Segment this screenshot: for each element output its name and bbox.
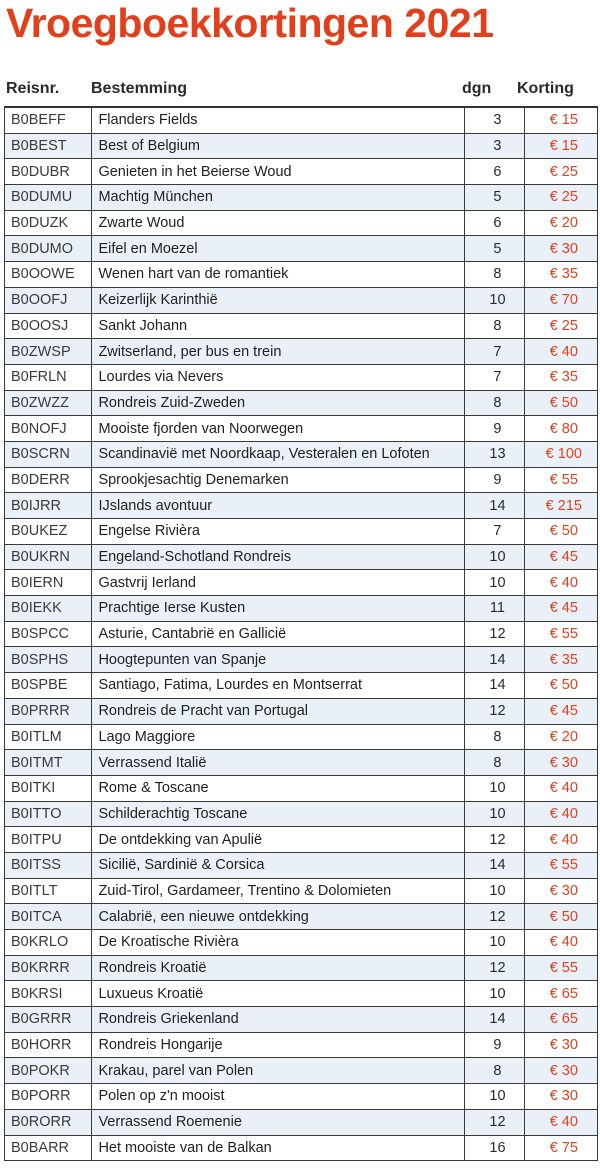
destination-cell: Best of Belgium [92,133,465,159]
discount-cell: € 25 [524,185,597,211]
trip-code-cell: B0DERR [5,467,92,493]
destination-cell: Zuid-Tirol, Gardameer, Trentino & Dolomieten [92,878,465,904]
destination-cell: Genieten in het Beierse Woud [92,159,465,185]
table-row [5,262,598,288]
days-cell: 10 [465,981,524,1007]
days-cell: 10 [465,287,524,313]
discount-cell: € 30 [524,236,597,262]
trip-code-cell: B0DUMO [5,236,92,262]
table-row [5,724,598,750]
trip-code-cell: B0DUMU [5,185,92,211]
discount-cell: € 215 [524,493,597,519]
trip-code-cell: B0BARR [5,1135,92,1161]
discount-cell: € 50 [524,673,597,699]
destination-cell: De Kroatische Rivièra [92,930,465,956]
table-row [5,185,598,211]
table-row [5,1032,598,1058]
days-cell: 10 [465,801,524,827]
trip-code-cell: B0SPCC [5,621,92,647]
days-cell: 9 [465,467,524,493]
discount-cell: € 15 [524,107,597,133]
days-cell: 8 [465,262,524,288]
destination-cell: Eifel en Moezel [92,236,465,262]
table-row [5,1084,598,1110]
table-row [5,390,598,416]
discount-table [4,106,598,1161]
trip-code-cell: B0ZWZZ [5,390,92,416]
table-row [5,1058,598,1084]
destination-cell: Zwitserland, per bus en trein [92,339,465,365]
destination-cell: De ontdekking van Apulië [92,827,465,853]
destination-cell: Santiago, Fatima, Lourdes en Montserrat [92,673,465,699]
table-row [5,416,598,442]
table-row [5,1135,598,1161]
table-row [5,107,598,133]
table-row [5,647,598,673]
trip-code-cell: B0SCRN [5,441,92,467]
destination-cell: Rondreis Kroatië [92,955,465,981]
trip-code-cell: B0ITLT [5,878,92,904]
table-row [5,750,598,776]
table-row [5,801,598,827]
discount-cell: € 50 [524,390,597,416]
discount-cell: € 30 [524,1032,597,1058]
discount-cell: € 40 [524,775,597,801]
days-cell: 12 [465,904,524,930]
discount-cell: € 50 [524,904,597,930]
trip-code-cell: B0ITCA [5,904,92,930]
discount-table-body [5,107,598,1161]
header-days: dgn [462,80,492,97]
trip-code-cell: B0POKR [5,1058,92,1084]
trip-code-cell: B0ZWSP [5,339,92,365]
table-row [5,1109,598,1135]
discount-cell: € 75 [524,1135,597,1161]
discount-cell: € 100 [524,441,597,467]
trip-code-cell: B0UKEZ [5,519,92,545]
table-row [5,467,598,493]
days-cell: 14 [465,852,524,878]
days-cell: 8 [465,390,524,416]
days-cell: 3 [465,133,524,159]
destination-cell: IJslands avontuur [92,493,465,519]
trip-code-cell: B0BEST [5,133,92,159]
table-row [5,313,598,339]
days-cell: 10 [465,1084,524,1110]
discount-cell: € 70 [524,287,597,313]
days-cell: 9 [465,416,524,442]
discount-cell: € 20 [524,724,597,750]
destination-cell: Polen op z'n mooist [92,1084,465,1110]
days-cell: 12 [465,827,524,853]
destination-cell: Verrassend Italië [92,750,465,776]
trip-code-cell: B0GRRR [5,1007,92,1033]
days-cell: 5 [465,185,524,211]
destination-cell: Engelse Rivièra [92,519,465,545]
trip-code-cell: B0SPBE [5,673,92,699]
discount-cell: € 55 [524,467,597,493]
trip-code-cell: B0IERN [5,570,92,596]
trip-code-cell: B0BEFF [5,107,92,133]
discount-cell: € 30 [524,1084,597,1110]
trip-code-cell: B0ITLM [5,724,92,750]
table-row [5,159,598,185]
days-cell: 7 [465,519,524,545]
table-row [5,878,598,904]
table-row [5,236,598,262]
destination-cell: Prachtige Ierse Kusten [92,596,465,622]
trip-code-cell: B0KRSI [5,981,92,1007]
days-cell: 14 [465,493,524,519]
header-discount: Korting [517,80,574,97]
days-cell: 12 [465,1109,524,1135]
discount-cell: € 40 [524,827,597,853]
days-cell: 10 [465,544,524,570]
trip-code-cell: B0PORR [5,1084,92,1110]
destination-cell: Rondreis Griekenland [92,1007,465,1033]
table-row [5,570,598,596]
table-row [5,493,598,519]
header-code: Reisnr. [6,80,60,97]
table-row [5,287,598,313]
destination-cell: Lago Maggiore [92,724,465,750]
days-cell: 9 [465,1032,524,1058]
discount-cell: € 45 [524,544,597,570]
days-cell: 10 [465,930,524,956]
table-row [5,133,598,159]
discount-cell: € 40 [524,1109,597,1135]
days-cell: 12 [465,955,524,981]
days-cell: 11 [465,596,524,622]
discount-cell: € 35 [524,262,597,288]
discount-cell: € 55 [524,955,597,981]
discount-cell: € 40 [524,570,597,596]
table-row [5,1007,598,1033]
trip-code-cell: B0PRRR [5,698,92,724]
discount-cell: € 15 [524,133,597,159]
trip-code-cell: B0ITMT [5,750,92,776]
destination-cell: Luxueus Kroatië [92,981,465,1007]
trip-code-cell: B0DUZK [5,210,92,236]
trip-code-cell: B0OOWE [5,262,92,288]
trip-code-cell: B0KRLO [5,930,92,956]
days-cell: 16 [465,1135,524,1161]
trip-code-cell: B0KRRR [5,955,92,981]
discount-cell: € 35 [524,647,597,673]
trip-code-cell: B0SPHS [5,647,92,673]
days-cell: 8 [465,750,524,776]
days-cell: 8 [465,1058,524,1084]
destination-cell: Mooiste fjorden van Noorwegen [92,416,465,442]
days-cell: 8 [465,724,524,750]
header-destination: Bestemming [91,80,188,97]
destination-cell: Calabrië, een nieuwe ontdekking [92,904,465,930]
trip-code-cell: B0ITTO [5,801,92,827]
discount-cell: € 30 [524,1058,597,1084]
days-cell: 6 [465,210,524,236]
destination-cell: Wenen hart van de romantiek [92,262,465,288]
table-row [5,775,598,801]
table-row [5,339,598,365]
discount-cell: € 20 [524,210,597,236]
days-cell: 7 [465,364,524,390]
days-cell: 3 [465,107,524,133]
discount-cell: € 35 [524,364,597,390]
table-row [5,955,598,981]
destination-cell: Sicilië, Sardinië & Corsica [92,852,465,878]
table-row [5,852,598,878]
days-cell: 10 [465,878,524,904]
discount-cell: € 40 [524,801,597,827]
page-title: Vroegboekkortingen 2021 [6,0,494,46]
trip-code-cell: B0ITPU [5,827,92,853]
days-cell: 6 [465,159,524,185]
discount-cell: € 55 [524,621,597,647]
days-cell: 10 [465,775,524,801]
discount-cell: € 45 [524,596,597,622]
destination-cell: Scandinavië met Noordkaap, Vesteralen en Lofoten [92,441,465,467]
table-row [5,981,598,1007]
discount-cell: € 80 [524,416,597,442]
discount-cell: € 40 [524,339,597,365]
trip-code-cell: B0FRLN [5,364,92,390]
discount-cell: € 65 [524,1007,597,1033]
discount-cell: € 65 [524,981,597,1007]
days-cell: 7 [465,339,524,365]
table-row [5,596,598,622]
destination-cell: Hoogtepunten van Spanje [92,647,465,673]
days-cell: 12 [465,698,524,724]
discount-cell: € 30 [524,750,597,776]
discount-cell: € 45 [524,698,597,724]
trip-code-cell: B0UKRN [5,544,92,570]
discount-cell: € 40 [524,930,597,956]
destination-cell: Zwarte Woud [92,210,465,236]
table-row [5,544,598,570]
destination-cell: Krakau, parel van Polen [92,1058,465,1084]
table-row [5,698,598,724]
destination-cell: Rome & Toscane [92,775,465,801]
days-cell: 12 [465,621,524,647]
table-row [5,621,598,647]
discount-cell: € 50 [524,519,597,545]
destination-cell: Het mooiste van de Balkan [92,1135,465,1161]
destination-cell: Rondreis Zuid-Zweden [92,390,465,416]
trip-code-cell: B0OOFJ [5,287,92,313]
destination-cell: Rondreis de Pracht van Portugal [92,698,465,724]
trip-code-cell: B0ITKI [5,775,92,801]
destination-cell: Schilderachtig Toscane [92,801,465,827]
trip-code-cell: B0ITSS [5,852,92,878]
days-cell: 14 [465,647,524,673]
discount-cell: € 55 [524,852,597,878]
destination-cell: Machtig München [92,185,465,211]
trip-code-cell: B0DUBR [5,159,92,185]
destination-cell: Keizerlijk Karinthië [92,287,465,313]
discount-cell: € 25 [524,313,597,339]
days-cell: 14 [465,1007,524,1033]
trip-code-cell: B0NOFJ [5,416,92,442]
destination-cell: Engeland-Schotland Rondreis [92,544,465,570]
destination-cell: Gastvrij Ierland [92,570,465,596]
days-cell: 10 [465,570,524,596]
table-row [5,904,598,930]
table-row [5,930,598,956]
trip-code-cell: B0OOSJ [5,313,92,339]
days-cell: 14 [465,673,524,699]
trip-code-cell: B0IEKK [5,596,92,622]
destination-cell: Sprookjesachtig Denemarken [92,467,465,493]
discount-cell: € 25 [524,159,597,185]
destination-cell: Sankt Johann [92,313,465,339]
discount-cell: € 30 [524,878,597,904]
days-cell: 8 [465,313,524,339]
destination-cell: Verrassend Roemenie [92,1109,465,1135]
trip-code-cell: B0IJRR [5,493,92,519]
table-row [5,519,598,545]
table-row [5,441,598,467]
destination-cell: Asturie, Cantabrië en Gallicië [92,621,465,647]
destination-cell: Lourdes via Nevers [92,364,465,390]
table-row [5,210,598,236]
table-row [5,364,598,390]
trip-code-cell: B0RORR [5,1109,92,1135]
destination-cell: Flanders Fields [92,107,465,133]
destination-cell: Rondreis Hongarije [92,1032,465,1058]
trip-code-cell: B0HORR [5,1032,92,1058]
days-cell: 5 [465,236,524,262]
days-cell: 13 [465,441,524,467]
table-row [5,827,598,853]
table-row [5,673,598,699]
